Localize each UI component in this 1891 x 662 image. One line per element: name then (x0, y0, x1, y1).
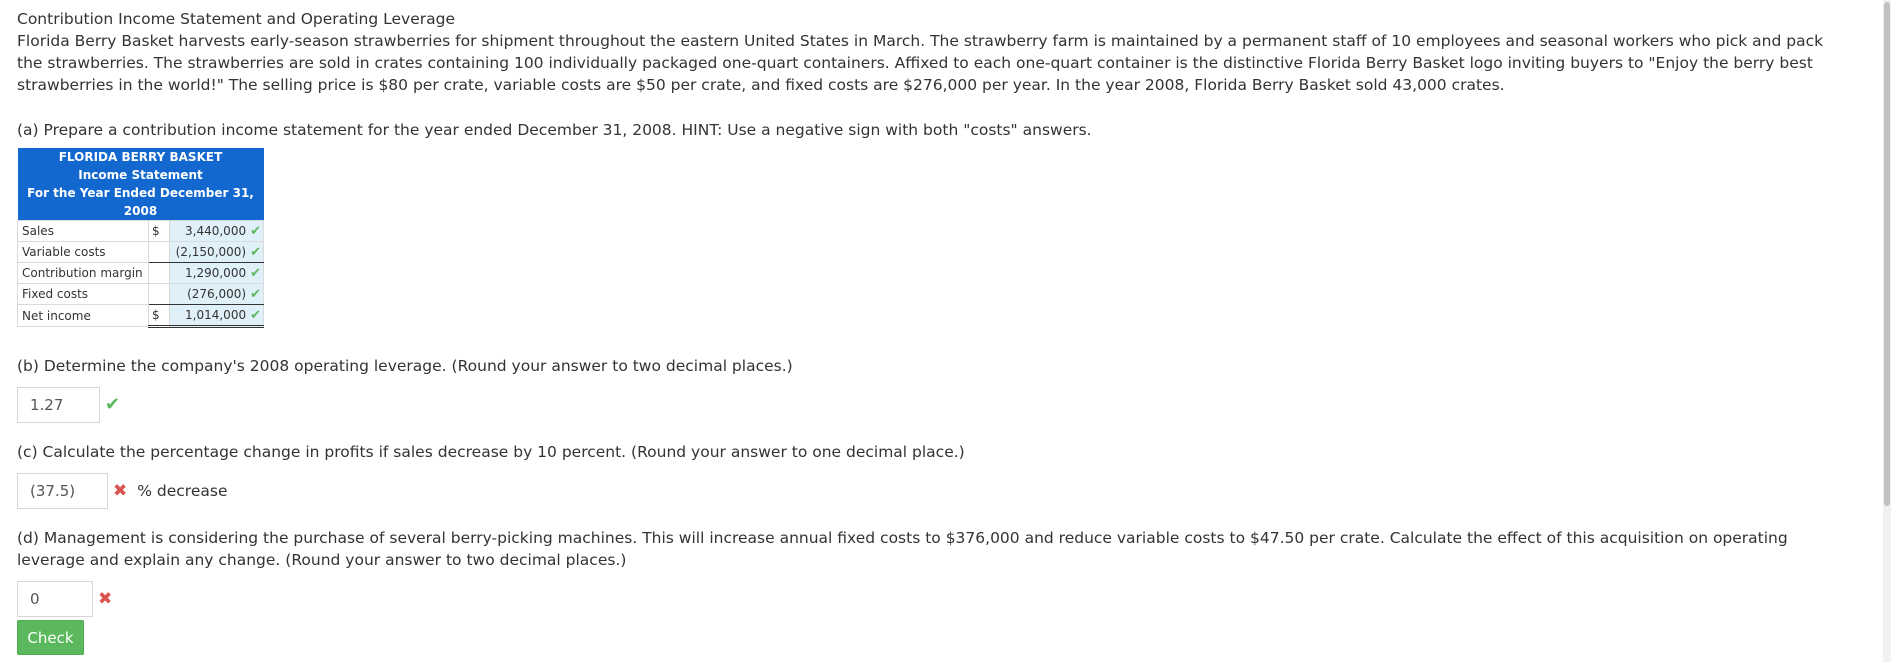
amount-input-sales[interactable] (169, 221, 263, 242)
scrollbar-thumb[interactable] (1884, 2, 1890, 506)
problem-title: Contribution Income Statement and Operating Leverage (17, 10, 455, 28)
page-scrollbar[interactable] (1883, 0, 1891, 662)
problem-content (17, 8, 1852, 609)
check-icon: ✔ (105, 394, 121, 415)
row-label: Sales (18, 221, 149, 242)
problem-description: Florida Berry Basket harvests early-season strawberries for shipment throughout the eastern United States in March. The strawberry farm is maintained by a permanent staff of 10 employees and seasonal workers who pick and pack the strawberries. The strawberries are sold in crates containing 100 individually packaged one-quart containers. Affixed to each one-quart container is the distinctive Florida Berry Basket logo inviting buyers to "Enjoy the berry best strawberries in the world!" The selling price is $80 per crate, variable costs are $50 per crate, and fixed costs are $276,000 per year. In the year 2008, Florida Berry Basket sold 43,000 crates. (17, 32, 1824, 94)
statement-row-contribution-margin (18, 263, 264, 284)
statement-company: FLORIDA BERRY BASKET (18, 148, 264, 166)
part-a-question: (a) Prepare a contribution income statement for the year ended December 31, 2008. HINT: Use a negative sign with both "costs" answers. (17, 121, 1092, 139)
check-icon: ✔ (250, 265, 261, 281)
statement-row-net-income (18, 305, 264, 327)
part-b-question: (b) Determine the company's 2008 operating leverage. (Round your answer to two decimal places.) (17, 357, 793, 375)
amount-input-fixed-costs[interactable] (169, 284, 263, 305)
unit-label: % decrease (137, 482, 228, 500)
statement-row-sales (18, 221, 264, 242)
income-statement-table (17, 148, 264, 328)
profit-change-input[interactable]: (37.5) (17, 473, 108, 509)
part-c-answer-row (17, 473, 965, 509)
new-leverage-input[interactable]: 0 (17, 581, 93, 617)
dollar-sign: $ (149, 305, 170, 327)
x-icon: ✖ (113, 481, 128, 501)
amount-value[interactable]: 1,290,000 (185, 265, 247, 280)
amount-value[interactable]: (276,000) (187, 286, 247, 301)
amount-input-contribution-margin[interactable] (169, 263, 263, 284)
check-icon: ✔ (250, 244, 261, 260)
part-d (17, 527, 1852, 617)
x-icon: ✖ (98, 589, 113, 609)
amount-input-net-income[interactable] (169, 305, 263, 327)
statement-row-variable-costs (18, 242, 264, 263)
row-label: Variable costs (18, 242, 149, 263)
dollar-sign (149, 242, 170, 263)
check-button[interactable]: Check (17, 620, 84, 655)
part-d-answer-row (17, 581, 1852, 617)
dollar-sign (149, 263, 170, 284)
statement-period: For the Year Ended December 31, 2008 (18, 184, 264, 221)
check-icon: ✔ (250, 223, 261, 239)
part-b (17, 355, 793, 423)
row-label: Fixed costs (18, 284, 149, 305)
row-label: Net income (18, 305, 149, 327)
amount-value[interactable]: 1,014,000 (185, 307, 247, 322)
part-c (17, 441, 965, 509)
statement-name: Income Statement (18, 166, 264, 184)
check-icon: ✔ (250, 286, 261, 302)
part-c-question: (c) Calculate the percentage change in profits if sales decrease by 10 percent. (Round your answer to one decimal place.) (17, 443, 965, 461)
amount-input-variable-costs[interactable] (169, 242, 263, 263)
amount-value[interactable]: 3,440,000 (185, 223, 247, 238)
part-d-question: (d) Management is considering the purchase of several berry-picking machines. This will increase annual fixed costs to $376,000 and reduce variable costs to $47.50 per crate. Calculate the effect of this acquisition on operating leverage and explain any change. (Round your answer to two decimal places.) (17, 529, 1788, 569)
dollar-sign: $ (149, 221, 170, 242)
dollar-sign (149, 284, 170, 305)
amount-value[interactable]: (2,150,000) (175, 244, 247, 259)
statement-row-fixed-costs (18, 284, 264, 305)
row-label: Contribution margin (18, 263, 149, 284)
operating-leverage-input[interactable]: 1.27 (17, 387, 100, 423)
part-b-answer-row (17, 387, 793, 423)
check-icon: ✔ (250, 307, 261, 323)
